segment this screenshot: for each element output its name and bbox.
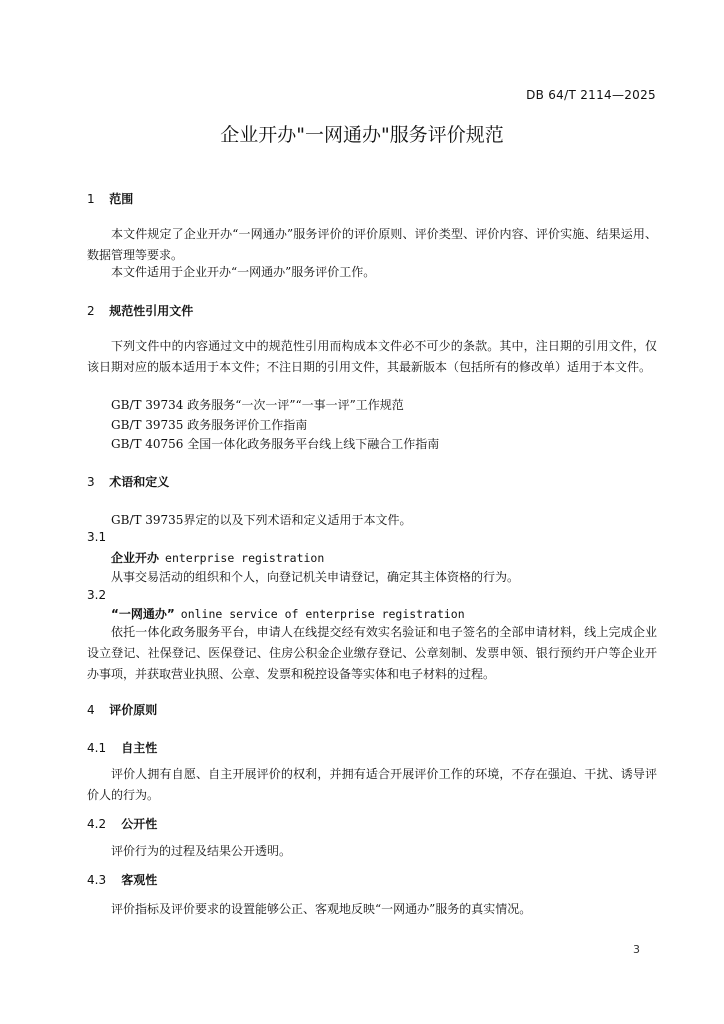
term-2-definition: 依托一体化政务服务平台，申请人在线提交经有效实名验证和电子签名的全部申请材料，线上完成企业设立登记、社保登记、医保登记、住房公积金企业缴存登记、公章刻制、发票申领、银行预约开户等企业开办事项，并获取营业执照、公章、发票和税控设备等实体和电子材料的过程。 <box>87 625 657 681</box>
clause-4-1-heading <box>87 739 157 756</box>
section-title: 评价原则 <box>109 703 158 717</box>
reference-3: GB/T 40756 全国一体化政务服务平台线上线下融合工作指南 <box>111 437 440 451</box>
section-2-heading <box>87 302 193 319</box>
section-1-paragraph-2: 本文件适用于企业开办“一网通办”服务评价工作。 <box>111 265 376 279</box>
clause-4-2-text: 评价行为的过程及结果公开透明。 <box>111 844 292 858</box>
clause-4-1-text: 评价人拥有自愿、自主开展评价的权利，并拥有适合开展评价工作的环境，不存在强迫、干扰、诱导评价人的行为。 <box>87 767 657 802</box>
term-1-english: enterprise registration <box>165 551 325 565</box>
section-1-paragraph-1: 本文件规定了企业开办“一网通办”服务评价的评价原则、评价类型、评价内容、评价实施、结果运用、数据管理等要求。 <box>87 227 657 262</box>
term-2-number: 3.2 <box>87 588 107 602</box>
section-title: 规范性引用文件 <box>109 304 194 318</box>
clause-4-3-text: 评价指标及评价要求的设置能够公正、客观地反映“一网通办”服务的真实情况。 <box>111 902 532 916</box>
section-number: 3 <box>87 475 95 489</box>
clause-4-2-heading <box>87 815 157 832</box>
section-title: 范围 <box>109 192 134 206</box>
section-title: 术语和定义 <box>109 475 170 489</box>
section-4-heading <box>87 701 157 718</box>
document-title: 企业开办"一网通办"服务评价规范 <box>220 124 504 146</box>
clause-title: 公开性 <box>121 817 158 831</box>
section-3-heading <box>87 473 169 490</box>
reference-1: GB/T 39734 政务服务“一次一评”“一事一评”工作规范 <box>111 398 404 412</box>
clause-number: 4.2 <box>87 817 107 831</box>
standard-number: DB 64/T 2114—2025 <box>526 88 656 102</box>
clause-number: 4.1 <box>87 741 107 755</box>
term-1-name <box>111 549 324 566</box>
section-2-paragraph-1: 下列文件中的内容通过文中的规范性引用而构成本文件必不可少的条款。其中，注日期的引用文件，仅该日期对应的版本适用于本文件；不注日期的引用文件，其最新版本（包括所有的修改单）适用于本文件。 <box>87 339 657 374</box>
clause-title: 客观性 <box>121 873 158 887</box>
section-number: 2 <box>87 304 95 318</box>
term-1-definition: 从事交易活动的组织和个人，向登记机关申请登记，确定其主体资格的行为。 <box>111 570 520 584</box>
section-number: 4 <box>87 703 95 717</box>
clause-4-3-heading <box>87 871 157 888</box>
term-1-number: 3.1 <box>87 530 107 544</box>
section-number: 1 <box>87 192 95 206</box>
reference-2: GB/T 39735 政务服务评价工作指南 <box>111 418 308 432</box>
term-2-name <box>111 605 465 622</box>
term-2-english: online service of enterprise registration <box>180 607 465 621</box>
term-2-chinese: “一网通办” <box>111 607 175 621</box>
section-3-intro: GB/T 39735界定的以及下列术语和定义适用于本文件。 <box>111 513 412 527</box>
page-number: 3 <box>633 943 640 956</box>
clause-title: 自主性 <box>121 741 158 755</box>
section-1-heading <box>87 190 133 207</box>
term-1-chinese: 企业开办 <box>111 551 160 565</box>
clause-number: 4.3 <box>87 873 107 887</box>
